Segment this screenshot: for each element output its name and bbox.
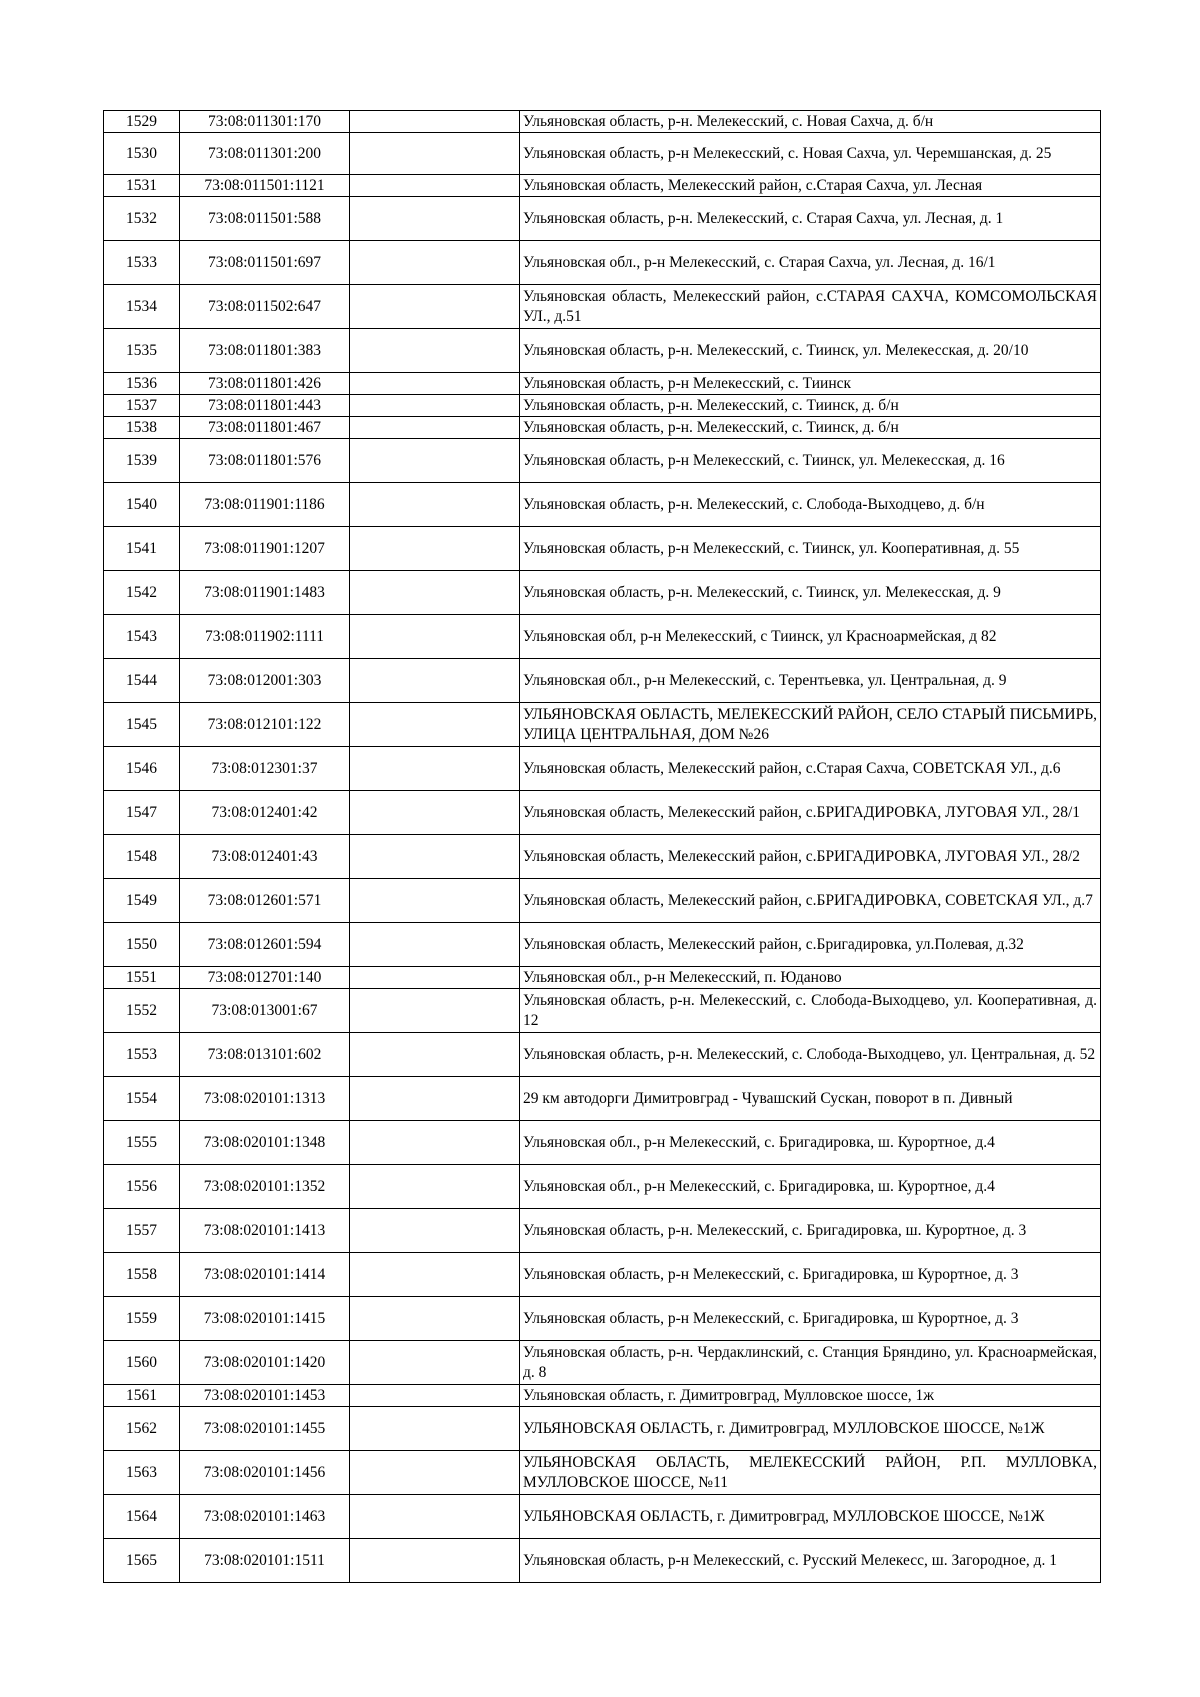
table-row [104,989,1101,1033]
notes-cell [350,1121,520,1165]
table-row [104,1451,1101,1495]
address-cell: Ульяновская область, р-н. Мелекесский, с. Тиинск, ул. Мелекесская, д. 20/10 [520,329,1101,373]
notes-cell [350,133,520,175]
registry-table [103,110,1101,1583]
cadastral-number: 73:08:012101:122 [180,703,350,747]
address-cell: Ульяновская область, р-н Мелекесский, с. Тиинск, ул. Мелекесская, д. 16 [520,439,1101,483]
table-row [104,1253,1101,1297]
address-cell: Ульяновская область, Мелекесский район, с.Старая Сахча, ул. Лесная [520,175,1101,197]
table-row [104,133,1101,175]
notes-cell [350,703,520,747]
row-number: 1565 [104,1539,180,1583]
table-row [104,417,1101,439]
address-cell: Ульяновская область, р-н Мелекесский, с. Бригадировка, ш Курортное, д. 3 [520,1253,1101,1297]
row-number: 1553 [104,1033,180,1077]
row-number: 1549 [104,879,180,923]
address-cell: УЛЬЯНОВСКАЯ ОБЛАСТЬ, МЕЛЕКЕССКИЙ РАЙОН, Р.П. МУЛЛОВКА, МУЛЛОВСКОЕ ШОССЕ, №11 [520,1451,1101,1495]
notes-cell [350,1451,520,1495]
notes-cell [350,879,520,923]
table-row [104,197,1101,241]
row-number: 1563 [104,1451,180,1495]
row-number: 1564 [104,1495,180,1539]
address-cell: Ульяновская область, р-н Мелекесский, с. Новая Сахча, ул. Черемшанская, д. 25 [520,133,1101,175]
cadastral-number: 73:08:012601:571 [180,879,350,923]
notes-cell [350,329,520,373]
cadastral-number: 73:08:020101:1348 [180,1121,350,1165]
row-number: 1547 [104,791,180,835]
notes-cell [350,571,520,615]
cadastral-number: 73:08:011502:647 [180,285,350,329]
address-cell: Ульяновская область, р-н. Мелекесский, с. Тиинск, ул. Мелекесская, д. 9 [520,571,1101,615]
table-row [104,791,1101,835]
table-row [104,703,1101,747]
address-cell: Ульяновская область, Мелекесский район, с.БРИГАДИРОВКА, СОВЕТСКАЯ УЛ., д.7 [520,879,1101,923]
cadastral-number: 73:08:011301:170 [180,111,350,133]
address-cell: УЛЬЯНОВСКАЯ ОБЛАСТЬ, МЕЛЕКЕССКИЙ РАЙОН, СЕЛО СТАРЫЙ ПИСЬМИРЬ, УЛИЦА ЦЕНТРАЛЬНАЯ, ДОМ №26 [520,703,1101,747]
cadastral-number: 73:08:020101:1420 [180,1341,350,1385]
row-number: 1559 [104,1297,180,1341]
notes-cell [350,1341,520,1385]
address-cell: Ульяновская область, Мелекесский район, с.Старая Сахча, СОВЕТСКАЯ УЛ., д.6 [520,747,1101,791]
table-row [104,967,1101,989]
notes-cell [350,659,520,703]
table-row [104,659,1101,703]
table-row [104,1407,1101,1451]
notes-cell [350,285,520,329]
table-row [104,483,1101,527]
cadastral-number: 73:08:012601:594 [180,923,350,967]
row-number: 1532 [104,197,180,241]
row-number: 1546 [104,747,180,791]
cadastral-number: 73:08:011301:200 [180,133,350,175]
notes-cell [350,1253,520,1297]
notes-cell [350,111,520,133]
notes-cell [350,923,520,967]
row-number: 1533 [104,241,180,285]
cadastral-number: 73:08:012001:303 [180,659,350,703]
address-cell: Ульяновская область, р-н. Мелекесский, с. Бригадировка, ш. Курортное, д. 3 [520,1209,1101,1253]
cadastral-number: 73:08:011801:576 [180,439,350,483]
registry-table-body [104,111,1101,1583]
address-cell: Ульяновская обл., р-н Мелекесский, с. Терентьевка, ул. Центральная, д. 9 [520,659,1101,703]
notes-cell [350,1385,520,1407]
address-cell: УЛЬЯНОВСКАЯ ОБЛАСТЬ, г. Димитровград, МУЛЛОВСКОЕ ШОССЕ, №1Ж [520,1495,1101,1539]
row-number: 1529 [104,111,180,133]
table-row [104,1165,1101,1209]
table-row [104,395,1101,417]
address-cell: Ульяновская обл., р-н Мелекесский, с. Старая Сахча, ул. Лесная, д. 16/1 [520,241,1101,285]
table-row [104,527,1101,571]
notes-cell [350,615,520,659]
notes-cell [350,1495,520,1539]
cadastral-number: 73:08:011901:1483 [180,571,350,615]
address-cell: Ульяновская область, р-н Мелекесский, с. Русский Мелекесс, ш. Загородное, д. 1 [520,1539,1101,1583]
address-cell: Ульяновская область, Мелекесский район, с.БРИГАДИРОВКА, ЛУГОВАЯ УЛ., 28/1 [520,791,1101,835]
table-row [104,1077,1101,1121]
row-number: 1558 [104,1253,180,1297]
notes-cell [350,483,520,527]
cadastral-number: 73:08:020101:1511 [180,1539,350,1583]
table-row [104,1121,1101,1165]
notes-cell [350,1077,520,1121]
address-cell: 29 км автодорги Димитровград - Чувашский Сускан, поворот в п. Дивный [520,1077,1101,1121]
row-number: 1548 [104,835,180,879]
cadastral-number: 73:08:011801:443 [180,395,350,417]
address-cell: Ульяновская область, р-н. Мелекесский, с. Новая Сахча, д. б/н [520,111,1101,133]
address-cell: Ульяновская область, Мелекесский район, с.БРИГАДИРОВКА, ЛУГОВАЯ УЛ., 28/2 [520,835,1101,879]
cadastral-number: 73:08:020101:1413 [180,1209,350,1253]
notes-cell [350,395,520,417]
cadastral-number: 73:08:013001:67 [180,989,350,1033]
table-row [104,879,1101,923]
cadastral-number: 73:08:011501:1121 [180,175,350,197]
cadastral-number: 73:08:012301:37 [180,747,350,791]
notes-cell [350,791,520,835]
table-row [104,241,1101,285]
address-cell: Ульяновская область, р-н. Мелекесский, с. Слобода-Выходцево, ул. Кооперативная, д. 12 [520,989,1101,1033]
row-number: 1560 [104,1341,180,1385]
cadastral-number: 73:08:020101:1453 [180,1385,350,1407]
notes-cell [350,1407,520,1451]
cadastral-number: 73:08:020101:1313 [180,1077,350,1121]
row-number: 1555 [104,1121,180,1165]
cadastral-number: 73:08:011801:467 [180,417,350,439]
notes-cell [350,967,520,989]
address-cell: Ульяновская обл., р-н Мелекесский, с. Бригадировка, ш. Курортное, д.4 [520,1165,1101,1209]
notes-cell [350,175,520,197]
table-row [104,373,1101,395]
address-cell: Ульяновская область, р-н Мелекесский, с. Тиинск [520,373,1101,395]
notes-cell [350,1209,520,1253]
row-number: 1552 [104,989,180,1033]
cadastral-number: 73:08:011902:1111 [180,615,350,659]
cadastral-number: 73:08:013101:602 [180,1033,350,1077]
cadastral-number: 73:08:020101:1414 [180,1253,350,1297]
table-row [104,571,1101,615]
address-cell: Ульяновская обл., р-н Мелекесский, п. Юданово [520,967,1101,989]
address-cell: Ульяновская обл, р-н Мелекесский, с Тиинск, ул Красноармейская, д 82 [520,615,1101,659]
row-number: 1535 [104,329,180,373]
row-number: 1531 [104,175,180,197]
notes-cell [350,989,520,1033]
row-number: 1536 [104,373,180,395]
cadastral-number: 73:08:012401:43 [180,835,350,879]
cadastral-number: 73:08:011901:1207 [180,527,350,571]
notes-cell [350,527,520,571]
address-cell: Ульяновская область, р-н Мелекесский, с. Бригадировка, ш Курортное, д. 3 [520,1297,1101,1341]
row-number: 1545 [104,703,180,747]
address-cell: Ульяновская область, р-н. Мелекесский, с. Тиинск, д. б/н [520,395,1101,417]
address-cell: Ульяновская область, Мелекесский район, с.СТАРАЯ САХЧА, КОМСОМОЛЬСКАЯ УЛ., д.51 [520,285,1101,329]
row-number: 1557 [104,1209,180,1253]
row-number: 1551 [104,967,180,989]
cadastral-number: 73:08:020101:1455 [180,1407,350,1451]
table-row [104,1385,1101,1407]
row-number: 1561 [104,1385,180,1407]
notes-cell [350,241,520,285]
table-row [104,1297,1101,1341]
row-number: 1537 [104,395,180,417]
table-row [104,923,1101,967]
row-number: 1543 [104,615,180,659]
address-cell: Ульяновская область, р-н. Чердаклинский, с. Станция Бряндино, ул. Красноармейская, д. 8 [520,1341,1101,1385]
row-number: 1554 [104,1077,180,1121]
table-row [104,1209,1101,1253]
row-number: 1540 [104,483,180,527]
cadastral-number: 73:08:011501:697 [180,241,350,285]
cadastral-number: 73:08:011901:1186 [180,483,350,527]
table-row [104,285,1101,329]
table-row [104,1341,1101,1385]
cadastral-number: 73:08:020101:1463 [180,1495,350,1539]
address-cell: Ульяновская обл., р-н Мелекесский, с. Бригадировка, ш. Курортное, д.4 [520,1121,1101,1165]
notes-cell [350,1033,520,1077]
row-number: 1530 [104,133,180,175]
cadastral-number: 73:08:011801:426 [180,373,350,395]
row-number: 1542 [104,571,180,615]
notes-cell [350,197,520,241]
address-cell: Ульяновская область, р-н. Мелекесский, с. Слобода-Выходцево, ул. Центральная, д. 52 [520,1033,1101,1077]
address-cell: Ульяновская область, р-н. Мелекесский, с. Слобода-Выходцево, д. б/н [520,483,1101,527]
cadastral-number: 73:08:012401:42 [180,791,350,835]
row-number: 1544 [104,659,180,703]
cadastral-number: 73:08:020101:1456 [180,1451,350,1495]
cadastral-number: 73:08:012701:140 [180,967,350,989]
cadastral-number: 73:08:020101:1415 [180,1297,350,1341]
address-cell: Ульяновская область, р-н Мелекесский, с. Тиинск, ул. Кооперативная, д. 55 [520,527,1101,571]
row-number: 1550 [104,923,180,967]
table-row [104,439,1101,483]
cadastral-number: 73:08:020101:1352 [180,1165,350,1209]
address-cell: Ульяновская область, р-н. Мелекесский, с. Тиинск, д. б/н [520,417,1101,439]
row-number: 1534 [104,285,180,329]
table-row [104,1033,1101,1077]
table-row [104,835,1101,879]
notes-cell [350,747,520,791]
notes-cell [350,439,520,483]
row-number: 1556 [104,1165,180,1209]
notes-cell [350,835,520,879]
address-cell: Ульяновская область, Мелекесский район, с.Бригадировка, ул.Полевая, д.32 [520,923,1101,967]
table-row [104,1539,1101,1583]
row-number: 1541 [104,527,180,571]
table-row [104,1495,1101,1539]
row-number: 1562 [104,1407,180,1451]
table-row [104,175,1101,197]
table-row [104,329,1101,373]
notes-cell [350,1297,520,1341]
address-cell: УЛЬЯНОВСКАЯ ОБЛАСТЬ, г. Димитровград, МУЛЛОВСКОЕ ШОССЕ, №1Ж [520,1407,1101,1451]
cadastral-number: 73:08:011501:588 [180,197,350,241]
row-number: 1538 [104,417,180,439]
cadastral-number: 73:08:011801:383 [180,329,350,373]
notes-cell [350,1165,520,1209]
table-row [104,747,1101,791]
notes-cell [350,373,520,395]
row-number: 1539 [104,439,180,483]
address-cell: Ульяновская область, р-н. Мелекесский, с. Старая Сахча, ул. Лесная, д. 1 [520,197,1101,241]
table-row [104,615,1101,659]
notes-cell [350,1539,520,1583]
table-row [104,111,1101,133]
address-cell: Ульяновская область, г. Димитровград, Мулловское шоссе, 1ж [520,1385,1101,1407]
notes-cell [350,417,520,439]
